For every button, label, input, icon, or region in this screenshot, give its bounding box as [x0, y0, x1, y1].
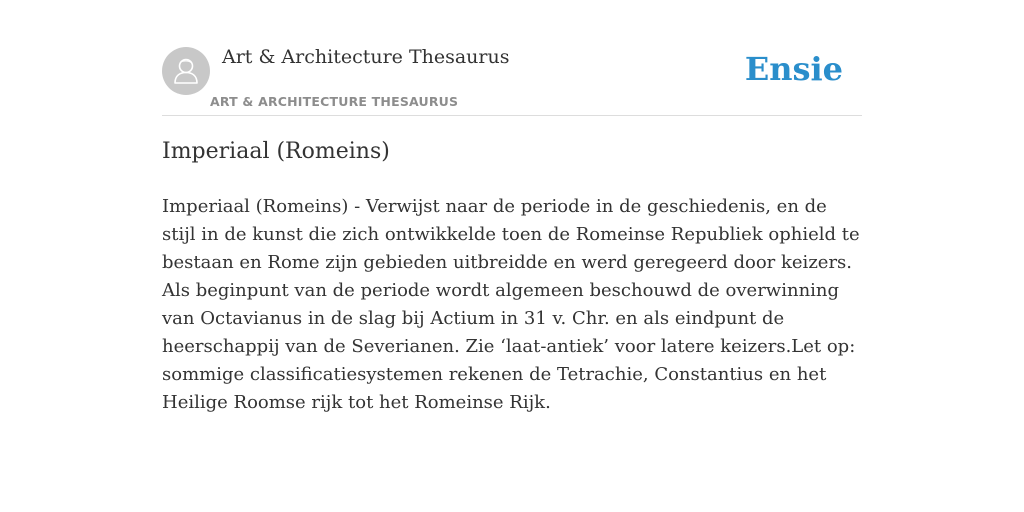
brand-logo-link[interactable]: Ensie — [744, 50, 843, 88]
source-title-link[interactable]: Art & Architecture Thesaurus — [222, 46, 510, 68]
user-placeholder-icon — [162, 47, 210, 95]
source-header — [162, 44, 862, 116]
source-subtitle: ART & ARCHITECTURE THESAURUS — [210, 94, 459, 109]
entry-title: Imperiaal (Romeins) — [162, 139, 390, 164]
entry-body: Imperiaal (Romeins) - Verwijst naar de periode in de geschiedenis, en de stijl in de kunst die zich ontwikkelde toen de Romeinse Republiek ophield te bestaan en Rome zijn gebieden uitbreidde en werd geregeerd door keizers. Als beginpunt van de periode wordt algemeen beschouwd de overwinning van Octavianus in de slag bij Actium in 31 v. Chr. en als eindpunt de heerschappij van de Severianen. Zie ‘laat-antiek’ voor latere keizers.Let op: sommige classificatiesystemen rekenen de Tetrachie, Constantius en het Heilige Roomse rijk tot het Romeinse Rijk. — [162, 196, 860, 413]
avatar[interactable] — [162, 47, 210, 95]
